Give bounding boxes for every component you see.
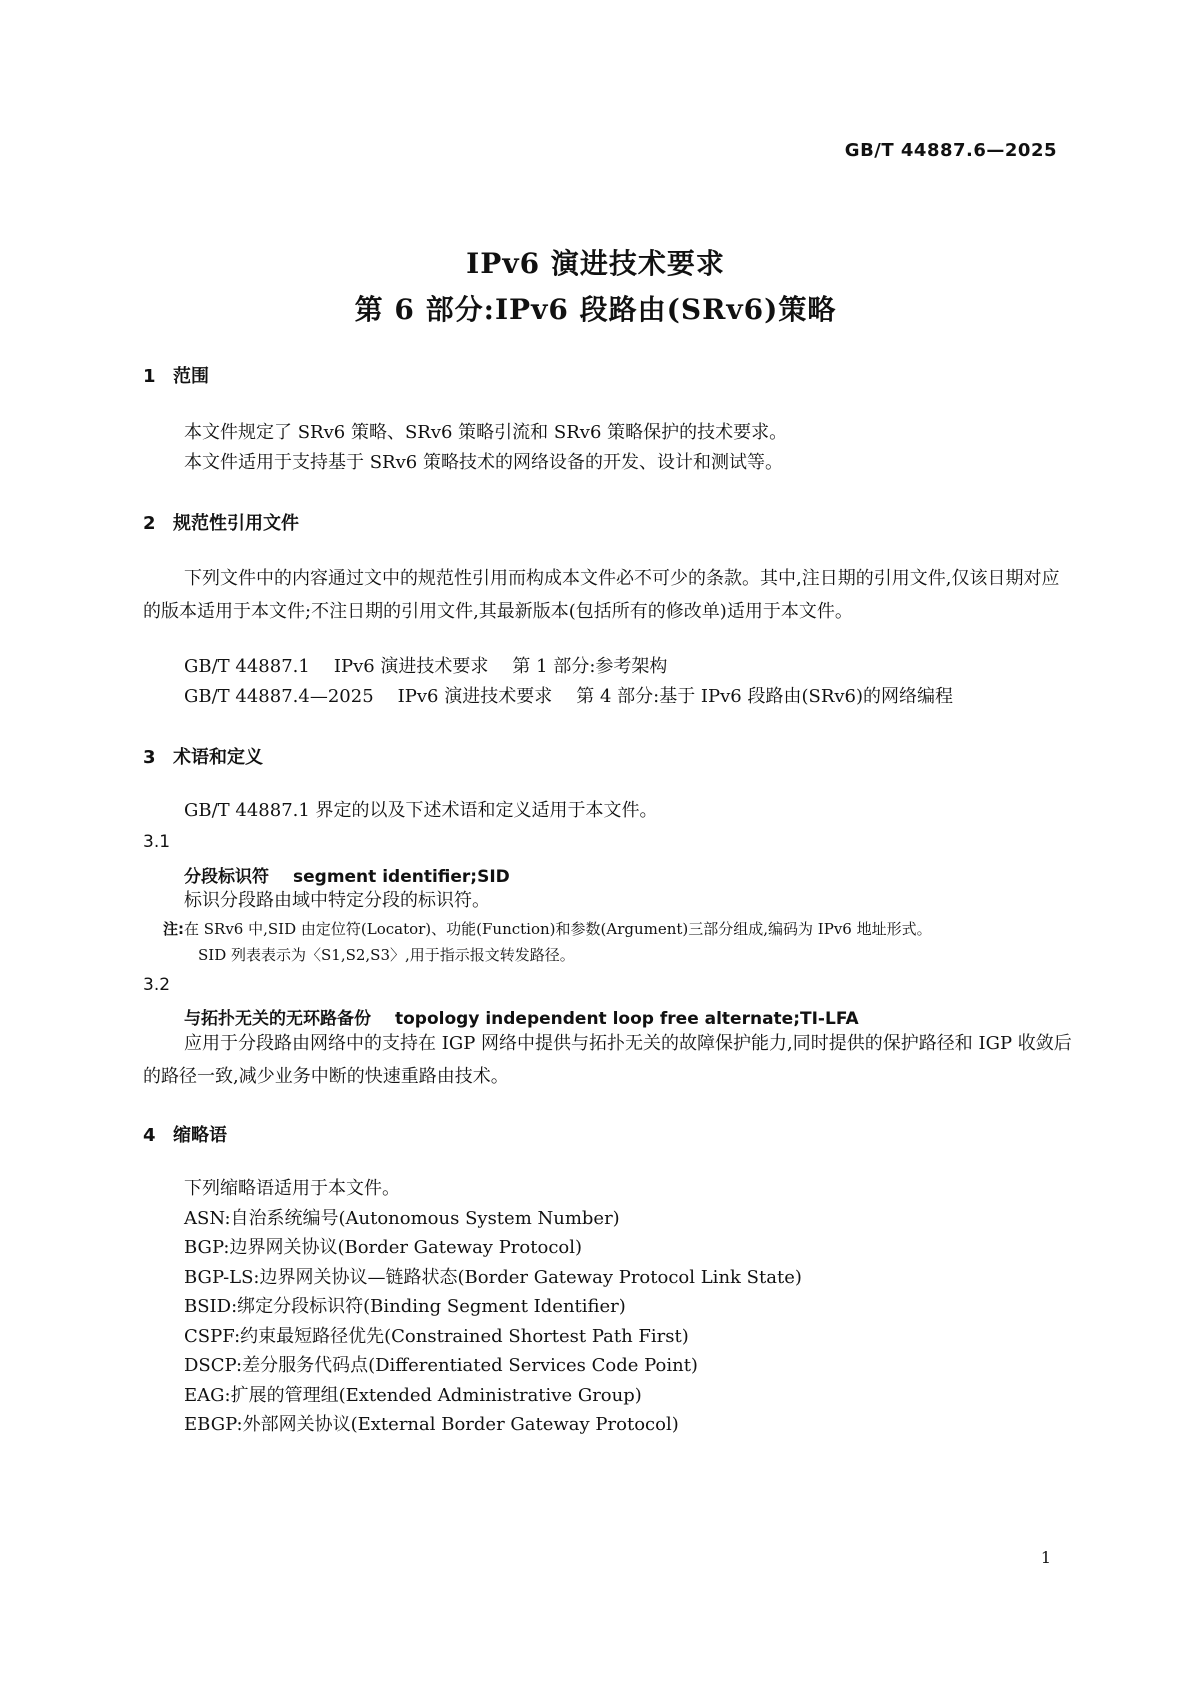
term-note [163,915,1093,943]
reference-part: 第 4 部分:基于 IPv6 段路由(SRv6)的网络编程 [576,686,954,707]
reference-title: IPv6 演进技术要求 [397,686,553,707]
paragraph: 下列缩略语适用于本文件。 [184,1178,400,1199]
abbreviation-item: BGP-LS:边界网关协议—链路状态(Border Gateway Protocol Link State) [184,1267,802,1288]
reference-part: 第 1 部分:参考架构 [512,656,668,677]
abbreviation-item: BSID:绑定分段标识符(Binding Segment Identifier) [184,1296,626,1317]
term-heading [184,1004,859,1029]
section-title: 规范性引用文件 [173,513,299,534]
paragraph: 本文件规定了 SRv6 策略、SRv6 策略引流和 SRv6 策略保护的技术要求。 [184,422,788,443]
abbreviation-item: ASN:自治系统编号(Autonomous System Number) [184,1208,620,1229]
term-en: segment identifier;SID [293,867,510,887]
term-zh: 分段标识符 [184,867,269,887]
reference-code: GB/T 44887.4—2025 [184,686,374,707]
term-zh: 与拓扑无关的无环路备份 [184,1009,371,1029]
term-number: 3.1 [143,832,171,852]
section-number: 4 [143,1125,156,1146]
section-title: 术语和定义 [173,747,263,768]
standard-number: GB/T 44887.6—2025 [844,140,1057,161]
term-definition: 应用于分段路由网络中的支持在 IGP 网络中提供与拓扑无关的故障保护能力,同时提供的保护路径和 IGP 收敛后的路径一致,减少业务中断的快速重路由技术。 [143,1033,1072,1087]
reference-title: IPv6 演进技术要求 [333,656,489,677]
section-title: 缩略语 [173,1125,227,1146]
section-title: 范围 [173,366,209,387]
page-number: 1 [1040,1548,1051,1567]
abbreviation-item: CSPF:约束最短路径优先(Constrained Shortest Path First) [184,1326,689,1347]
section-3-heading [143,743,263,769]
section-4-heading [143,1121,227,1147]
paragraph: 本文件适用于支持基于 SRv6 策略技术的网络设备的开发、设计和测试等。 [184,452,783,473]
paragraph: GB/T 44887.1 界定的以及下述术语和定义适用于本文件。 [184,800,658,821]
abbreviation-item: BGP:边界网关协议(Border Gateway Protocol) [184,1237,583,1258]
paragraph: 下列文件中的内容通过文中的规范性引用而构成本文件必不可少的条款。其中,注日期的引用文件,仅该日期对应的版本适用于本文件;不注日期的引用文件,其最新版本(包括所有的修改单)适用于本文件。 [143,568,1060,622]
note-text: 在 SRv6 中,SID 由定位符(Locator)、功能(Function)和参数(Argument)三部分组成,编码为 IPv6 地址形式。 [184,920,932,938]
reference-item [184,680,953,713]
section-2-heading [143,509,299,535]
term-en: topology independent loop free alternate;TI-LFA [395,1009,859,1029]
section-1-heading [143,362,209,388]
reference-item [184,650,667,683]
section-number: 1 [143,366,156,387]
abbreviation-item: DSCP:差分服务代码点(Differentiated Services Code Point) [184,1355,698,1376]
reference-code: GB/T 44887.1 [184,656,310,677]
abbreviation-item: EAG:扩展的管理组(Extended Administrative Group) [184,1385,642,1406]
section-number: 2 [143,513,156,534]
document-title-line1: IPv6 演进技术要求 [466,247,725,280]
term-definition: 标识分段路由域中特定分段的标识符。 [184,890,490,911]
note-label: 注: [163,920,184,938]
document-title-line2: 第 6 部分:IPv6 段路由(SRv6)策略 [354,293,837,326]
term-number: 3.2 [143,975,171,995]
section-number: 3 [143,747,156,768]
term-note-continued: SID 列表表示为〈S1,S2,S3〉,用于指示报文转发路径。 [198,946,575,964]
abbreviation-item: EBGP:外部网关协议(External Border Gateway Protocol) [184,1414,679,1435]
